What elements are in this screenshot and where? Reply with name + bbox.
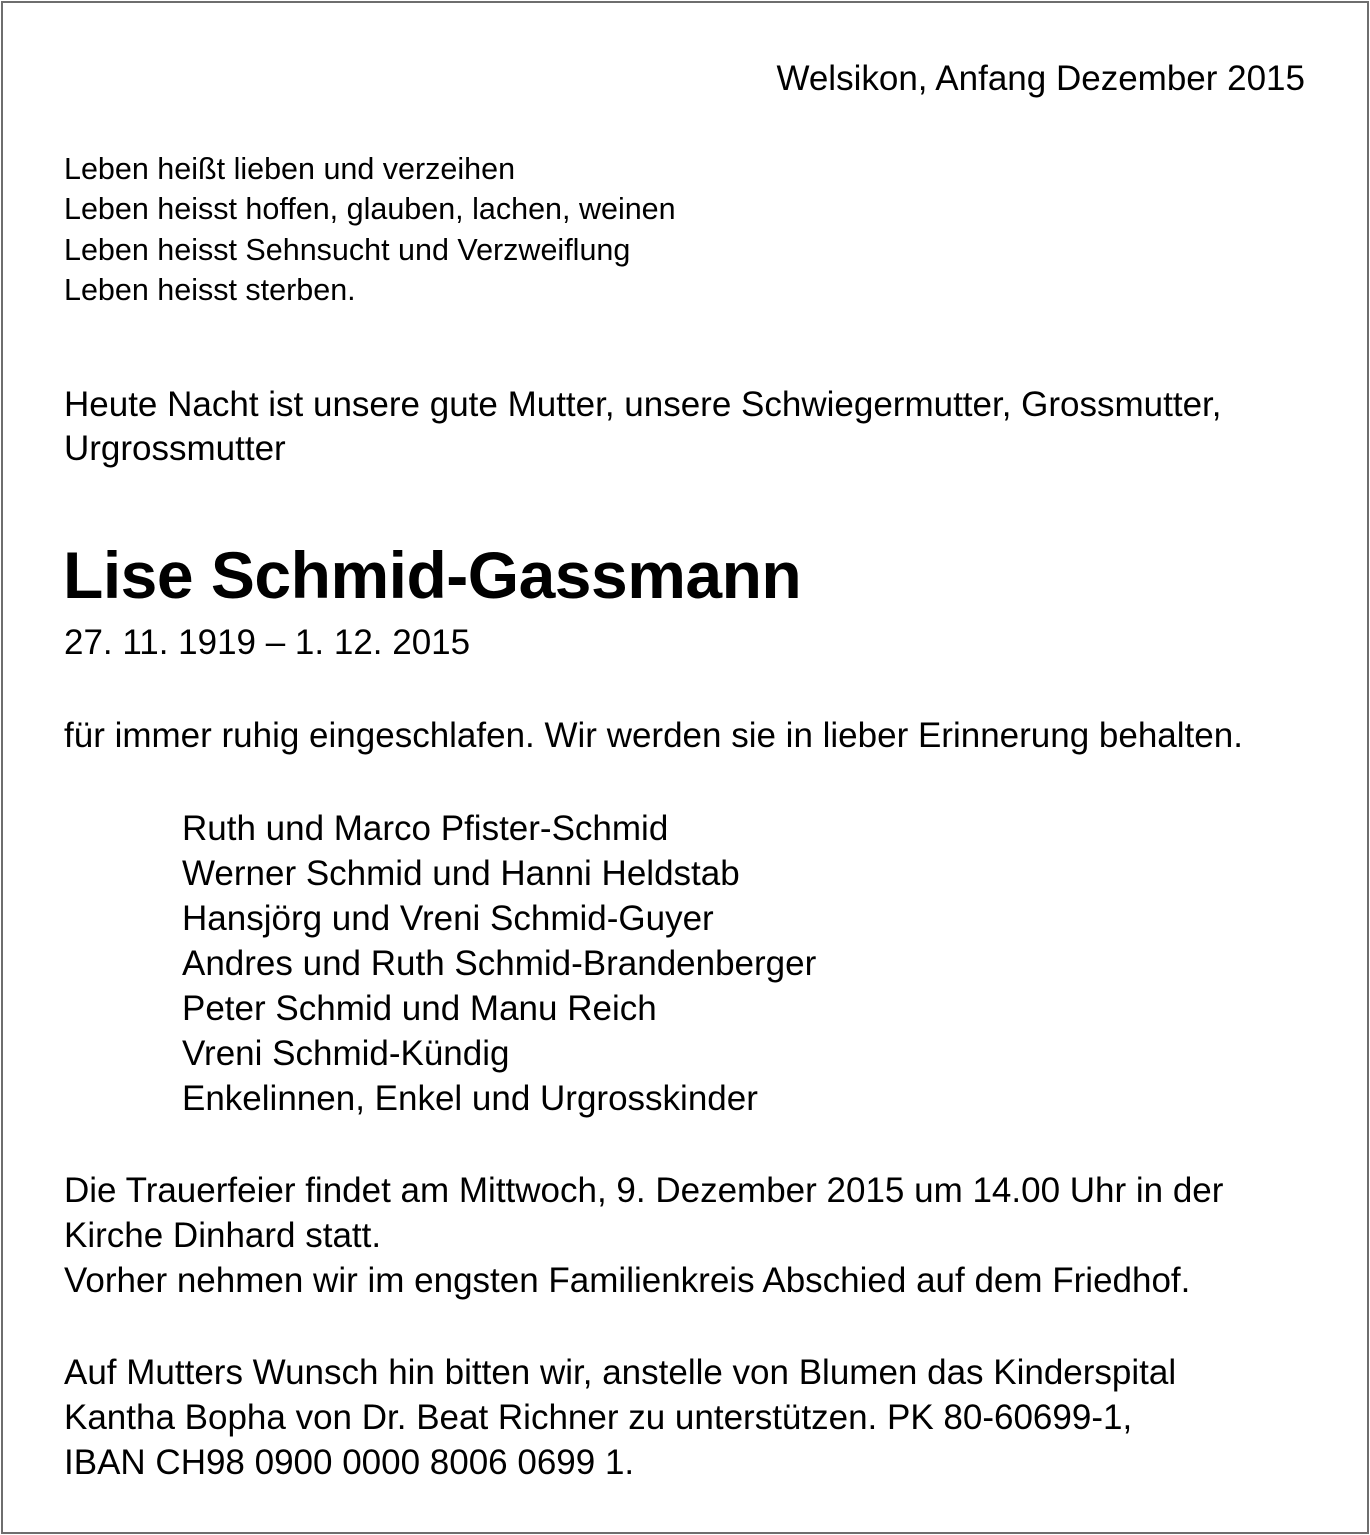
poem-line: Leben heißt lieben und verzeihen [64,152,516,186]
intro-line: Heute Nacht ist unsere gute Mutter, unsere Schwiegermutter, Grossmutter, [64,385,1222,424]
ceremony-line: Die Trauerfeier findet am Mittwoch, 9. Dezember 2015 um 14.00 Uhr in der [64,1171,1224,1210]
ceremony-info [64,1168,1223,1303]
ceremony-line: Vorher nehmen wir im engsten Familienkreis Abschied auf dem Friedhof. [64,1261,1191,1300]
mourner-line: Ruth und Marco Pfister-Schmid [182,809,669,848]
mourner-line: Vreni Schmid-Kündig [182,1034,510,1073]
donation-line: Kantha Bopha von Dr. Beat Richner zu unterstützen. PK 80-60699-1, [64,1398,1133,1437]
donation-line: Auf Mutters Wunsch hin bitten wir, anstelle von Blumen das Kinderspital [64,1353,1177,1392]
donation-line: IBAN CH98 0900 0000 8006 0699 1. [64,1443,635,1482]
intro-line: Urgrossmutter [64,429,286,468]
donation-info [64,1350,1176,1485]
mourner-line: Peter Schmid und Manu Reich [182,989,657,1028]
poem-line: Leben heisst hoffen, glauben, lachen, weinen [64,192,676,227]
mourner-line: Hansjörg und Vreni Schmid-Guyer [182,899,714,938]
poem-line: Leben heisst sterben. [64,272,356,307]
obituary-notice [1,1,1369,1534]
mourner-line: Werner Schmid und Hanni Heldstab [182,854,740,893]
life-dates: 27. 11. 1919 – 1. 12. 2015 [64,623,471,662]
intro-text [64,383,1221,471]
mourners-list [182,806,816,1121]
deceased-name: Lise Schmid-Gassmann [63,538,802,612]
poem-line: Leben heisst Sehnsucht und Verzweiflung [64,232,631,267]
place-date: Welsikon, Anfang Dezember 2015 [776,59,1305,98]
ceremony-line: Kirche Dinhard statt. [64,1216,382,1255]
poem [64,149,676,310]
mourner-line: Enkelinnen, Enkel und Urgrosskinder [182,1079,758,1118]
mourner-line: Andres und Ruth Schmid-Brandenberger [182,944,817,983]
passing-text: für immer ruhig eingeschlafen. Wir werden sie in lieber Erinnerung behalten. [64,716,1243,755]
